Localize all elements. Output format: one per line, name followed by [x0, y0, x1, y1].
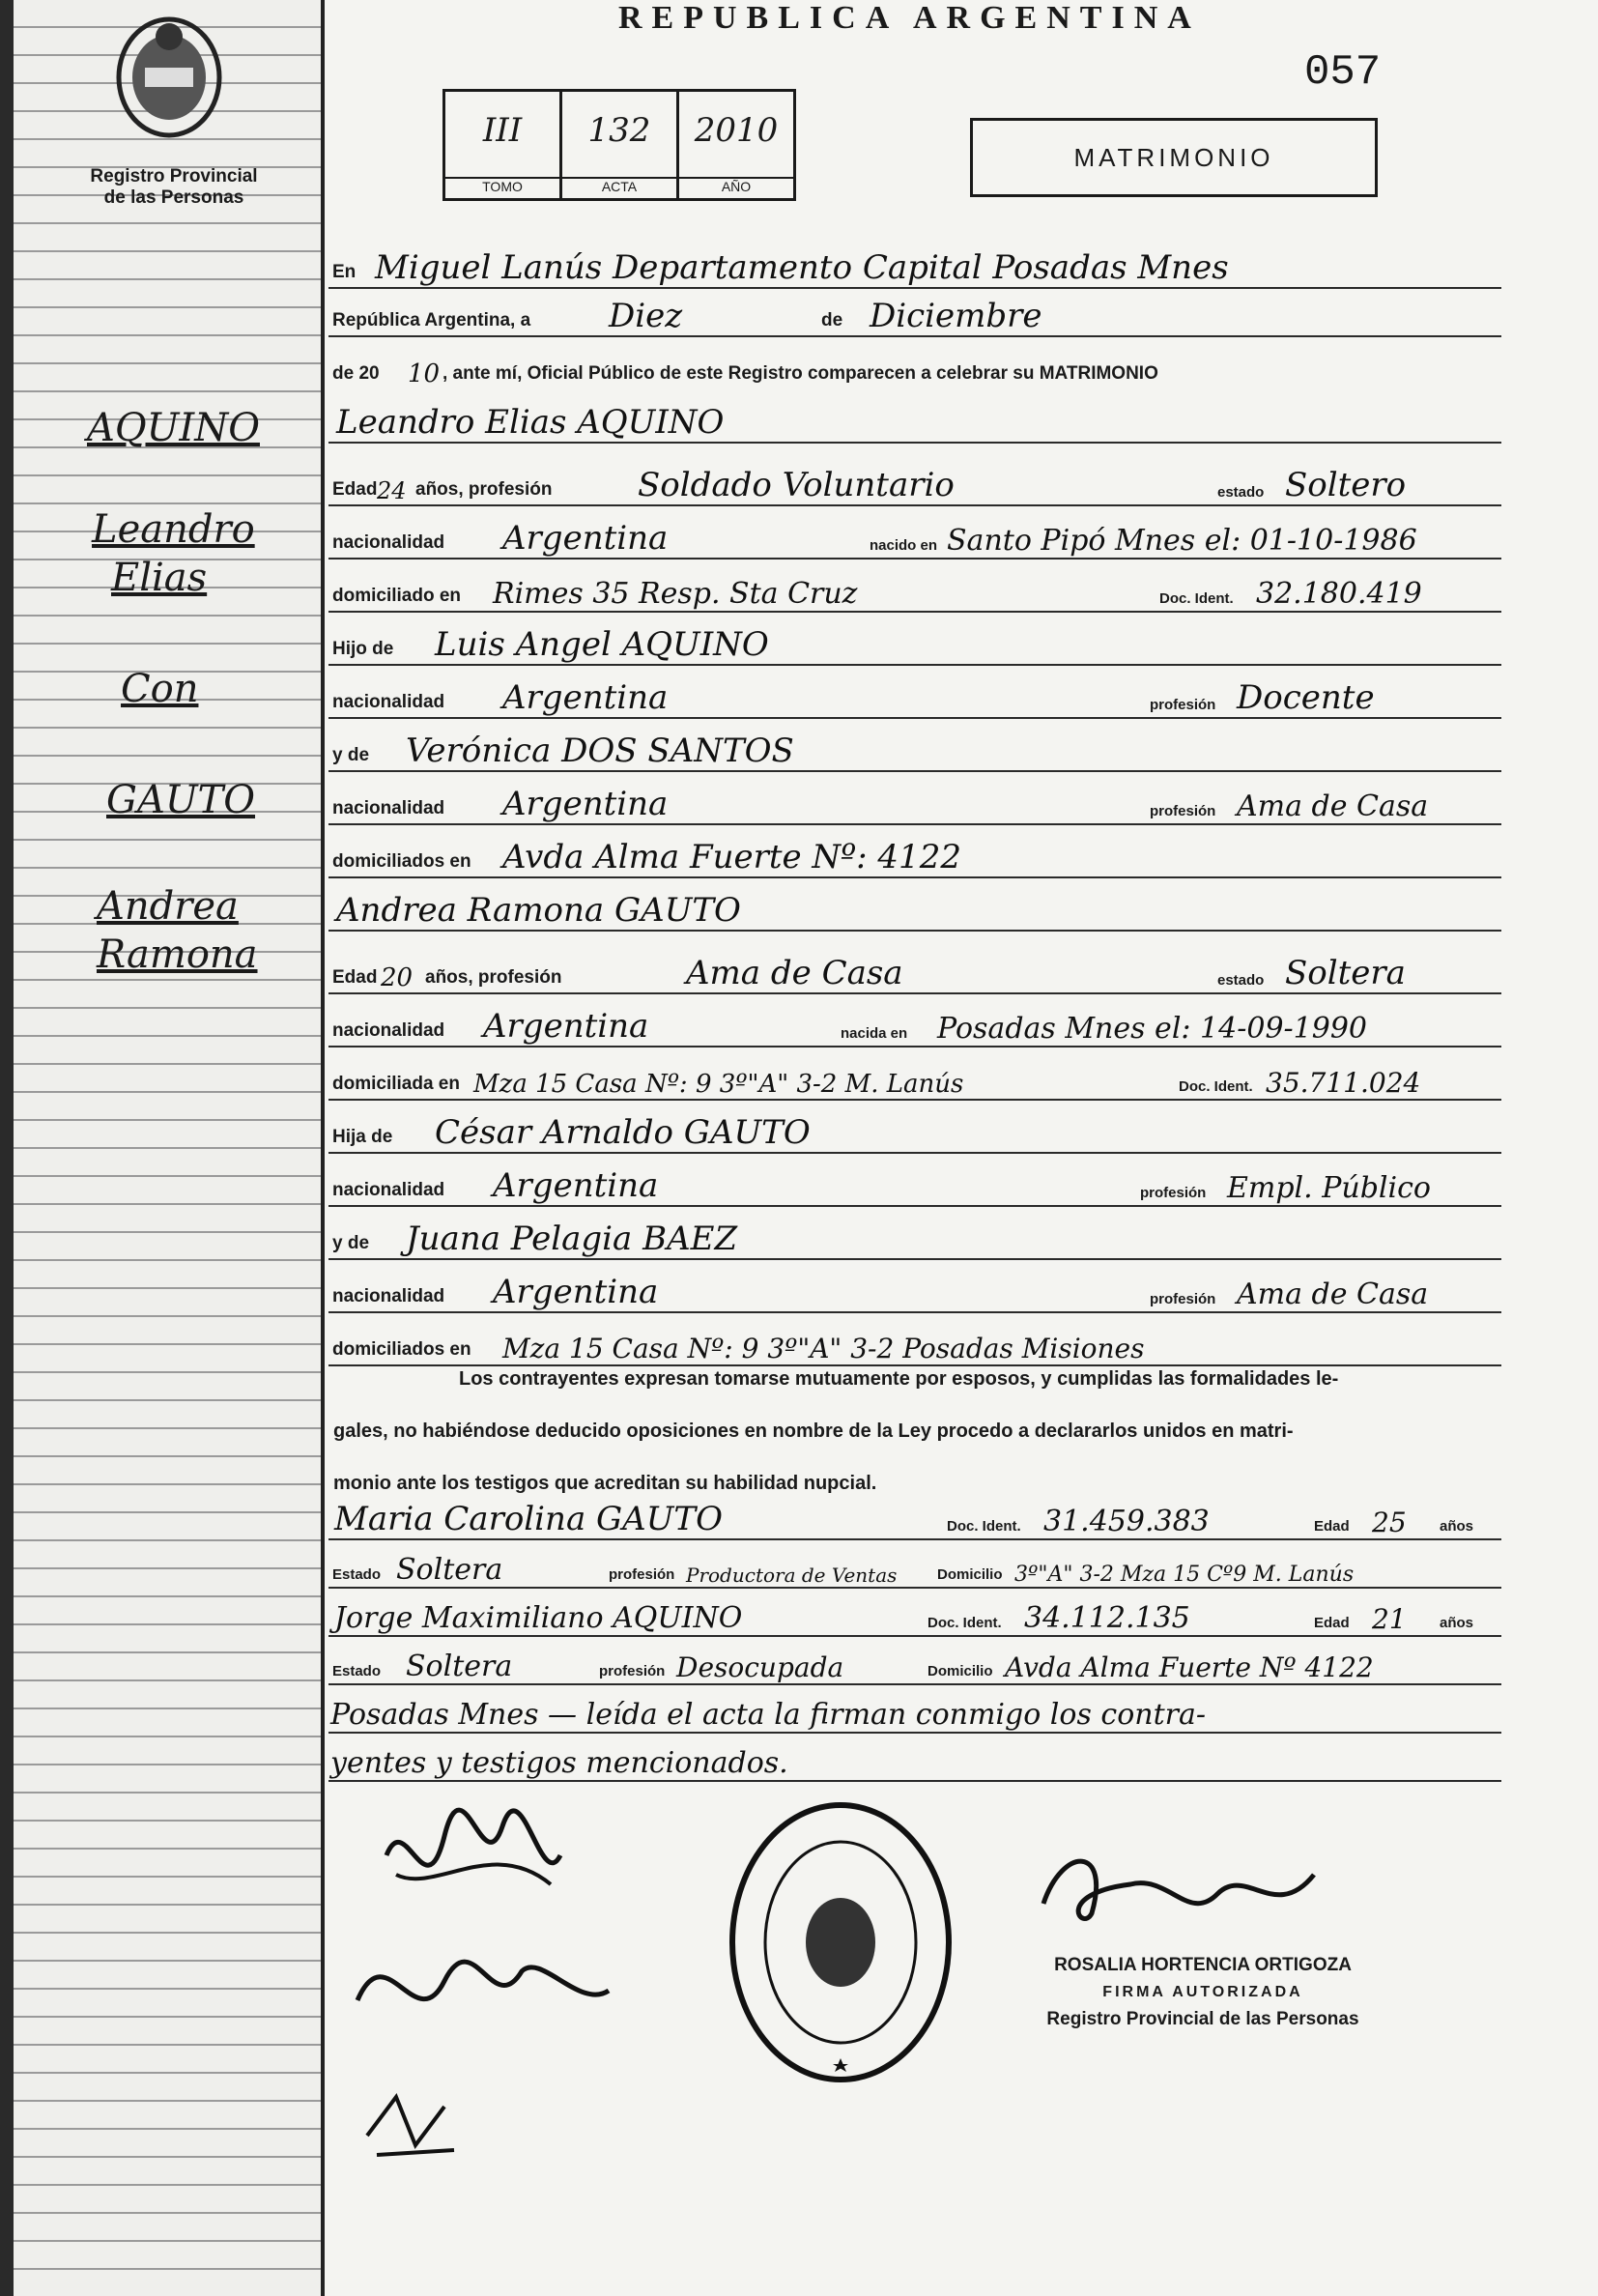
witness2-doc: 34.112.135 — [1024, 1601, 1190, 1635]
groom-status: Soltero — [1285, 466, 1407, 504]
witness1-address: 3º"A" 3-2 Mza 15 Cº9 M. Lanús — [1014, 1563, 1355, 1587]
groom-age: 24 — [377, 477, 407, 504]
label: Estado — [332, 1663, 382, 1679]
bride-address: Mza 15 Casa Nº: 9 3º"A" 3-2 M. Lanús — [473, 1070, 964, 1099]
official-org: Registro Provincial de las Personas — [1046, 2009, 1359, 2029]
label: domiciliados en — [332, 851, 471, 872]
form-line-closing-2 — [328, 1739, 1501, 1782]
label: En — [332, 262, 357, 282]
label: Domicilio — [937, 1566, 1003, 1583]
bride-nationality: Argentina — [483, 1007, 649, 1046]
registry-label — [68, 166, 280, 209]
tomo-cell — [445, 92, 562, 198]
handwritten-month: Diciembre — [870, 297, 1042, 335]
paragraph-line: Los contrayentes expresan tomarse mutuamente por esposos, y cumplidas las formalidades le- — [459, 1368, 1339, 1390]
label: Doc. Ident. — [1159, 590, 1234, 607]
coat-of-arms-icon — [106, 8, 232, 143]
form-line-bride-father — [328, 1111, 1501, 1154]
declaration-paragraph — [333, 1353, 1483, 1509]
form-line-witness2-details — [328, 1643, 1501, 1685]
handwritten-day: Diez — [609, 297, 683, 335]
label: años — [1440, 1518, 1474, 1535]
groom-father-prof: Docente — [1237, 678, 1375, 717]
groom-mother: Verónica DOS SANTOS — [406, 732, 794, 770]
label: de 20 — [332, 363, 380, 384]
groom-doc: 32.180.419 — [1256, 577, 1422, 611]
margin-column — [14, 0, 321, 2296]
official-role: FIRMA AUTORIZADA — [1102, 1984, 1303, 2000]
form-line-groom-mother-nat — [328, 783, 1501, 825]
label: años — [1440, 1615, 1474, 1631]
paragraph-line: gales, no habiéndose deducido oposiciones en nombre de la Ley procedo a declararlos unidos en matri- — [333, 1421, 1294, 1442]
label: Doc. Ident. — [947, 1518, 1021, 1535]
witness2-age: 21 — [1372, 1603, 1407, 1635]
label: estado — [1217, 484, 1265, 501]
form-line-bride-name — [328, 889, 1501, 932]
label: profesión — [1140, 1185, 1207, 1201]
groom-nationality: Argentina — [502, 519, 669, 558]
groom-profession: Soldado Voluntario — [638, 466, 955, 504]
label: profesión — [1150, 803, 1216, 819]
label: nacionalidad — [332, 1180, 445, 1200]
form-line-closing-1 — [328, 1691, 1501, 1734]
margin-note: Con — [121, 667, 199, 711]
handwritten-place: Miguel Lanús Departamento Capital Posadas Mnes — [375, 248, 1229, 287]
label: , ante mí, Oficial Público de este Registro comparecen a celebrar su MATRIMONIO — [442, 363, 1158, 384]
official-stamp-icon — [725, 1797, 956, 2087]
label: Estado — [332, 1566, 382, 1583]
groom-parents-address: Avda Alma Fuerte Nº: 4122 — [502, 838, 961, 876]
form-line-bride-mother — [328, 1218, 1501, 1260]
witness2-name: Jorge Maximiliano AQUINO — [334, 1601, 743, 1635]
label: profesión — [599, 1663, 666, 1679]
label: Edad — [332, 479, 378, 500]
form-line-groom-father-nat — [328, 676, 1501, 719]
label: República Argentina, a — [332, 310, 531, 330]
signature-graphic — [348, 1933, 618, 2039]
form-line-bride-mother-nat — [328, 1271, 1501, 1313]
signature-graphic — [1024, 1836, 1353, 1942]
bride-mother-prof: Ama de Casa — [1237, 1277, 1429, 1311]
bride-name: Andrea Ramona GAUTO — [336, 891, 741, 930]
label: Hijo de — [332, 639, 394, 659]
form-line-bride-nat — [328, 1005, 1501, 1048]
document-number: 057 — [1304, 48, 1382, 97]
anio-label: AÑO — [679, 177, 793, 194]
registry-line-2: de las Personas — [103, 187, 244, 208]
margin-divider — [321, 0, 325, 2296]
label: Hija de — [332, 1127, 393, 1147]
label: y de — [332, 745, 370, 765]
margin-note: Andrea — [97, 884, 239, 929]
witness2-status: Soltera — [406, 1650, 513, 1683]
country-title: REPUBLICA ARGENTINA — [618, 0, 1201, 36]
form-line-groom-mother — [328, 730, 1501, 772]
bride-mother: Juana Pelagia BAEZ — [406, 1220, 738, 1258]
form-line-groom-address — [328, 570, 1501, 613]
tomo-value: III — [482, 111, 523, 150]
acta-cell — [562, 92, 679, 198]
tomo-acta-box — [442, 89, 796, 201]
witness2-profession: Desocupada — [676, 1651, 844, 1683]
label: nacionalidad — [332, 692, 445, 712]
acta-value: 132 — [587, 111, 651, 150]
label: nacionalidad — [332, 1286, 445, 1306]
form-line-groom-name — [328, 401, 1501, 444]
form-line-year — [328, 348, 1501, 388]
signature-graphic — [357, 2078, 473, 2165]
label: Doc. Ident. — [927, 1615, 1002, 1631]
label: y de — [332, 1233, 370, 1253]
form-line-groom-age — [328, 464, 1501, 506]
bride-mother-nat: Argentina — [493, 1273, 659, 1311]
witness2-address: Avda Alma Fuerte Nº 4122 — [1005, 1651, 1374, 1683]
acta-label: ACTA — [562, 177, 676, 194]
label: profesión — [1150, 697, 1216, 713]
closing-line: Posadas Mnes — leída el acta la firman conmigo los contra- — [330, 1698, 1206, 1732]
label: estado — [1217, 972, 1265, 989]
label: nacida en — [841, 1025, 908, 1042]
form-line-groom-nat — [328, 517, 1501, 560]
bride-father-prof: Empl. Público — [1227, 1171, 1431, 1205]
witness1-name: Maria Carolina GAUTO — [334, 1500, 723, 1538]
official-name: ROSALIA HORTENCIA ORTIGOZA — [1054, 1955, 1352, 1975]
witness1-profession: Productora de Ventas — [686, 1564, 898, 1587]
form-line-groom-parents-address — [328, 836, 1501, 878]
groom-name: Leandro Elias AQUINO — [336, 403, 725, 442]
label: Doc. Ident. — [1179, 1078, 1253, 1095]
form-line-witness1 — [328, 1498, 1501, 1540]
margin-note: Elias — [111, 556, 208, 600]
groom-mother-prof: Ama de Casa — [1237, 789, 1429, 823]
form-line-witness1-details — [328, 1546, 1501, 1589]
label: nacionalidad — [332, 532, 445, 553]
handwritten-year: 10 — [408, 359, 441, 388]
witness1-status: Soltera — [396, 1553, 503, 1587]
closing-line: yentes y testigos mencionados. — [330, 1746, 788, 1780]
bride-born: Posadas Mnes el: 14-09-1990 — [937, 1012, 1368, 1046]
bride-parents-address: Mza 15 Casa Nº: 9 3º"A" 3-2 Posadas Misiones — [502, 1333, 1145, 1364]
label: domiciliados en — [332, 1339, 471, 1360]
form-line-bride-address — [328, 1058, 1501, 1101]
form-line-witness2 — [328, 1594, 1501, 1637]
form-line-groom-father — [328, 623, 1501, 666]
bride-father: César Arnaldo GAUTO — [435, 1113, 811, 1152]
signature-graphic — [367, 1797, 580, 1923]
label: profesión — [609, 1566, 675, 1583]
label: Edad — [332, 967, 378, 988]
form-line-bride-father-nat — [328, 1164, 1501, 1207]
bride-profession: Ama de Casa — [686, 954, 903, 992]
margin-note: Leandro — [92, 507, 255, 552]
label: nacido en — [870, 537, 938, 554]
paragraph-line: monio ante los testigos que acreditan su habilidad nupcial. — [333, 1473, 877, 1494]
groom-born: Santo Pipó Mnes el: 01-10-1986 — [947, 524, 1417, 558]
margin-note: GAUTO — [106, 778, 256, 822]
doc-type-box: MATRIMONIO — [970, 118, 1378, 197]
registry-line-1: Registro Provincial — [90, 166, 258, 187]
official-block — [1043, 1952, 1362, 2033]
anio-value: 2010 — [694, 111, 779, 150]
bride-doc: 35.711.024 — [1266, 1067, 1421, 1099]
bride-age: 20 — [381, 963, 414, 992]
form-line-bride-age — [328, 952, 1501, 994]
label: años, profesión — [415, 479, 553, 500]
margin-note: Ramona — [97, 933, 258, 977]
margin-note: AQUINO — [87, 406, 260, 450]
label: nacionalidad — [332, 1020, 445, 1041]
groom-father-nat: Argentina — [502, 678, 669, 717]
witness1-age: 25 — [1372, 1507, 1407, 1538]
bride-status: Soltera — [1285, 954, 1406, 992]
label: Edad — [1314, 1518, 1350, 1535]
bride-father-nat: Argentina — [493, 1166, 659, 1205]
label: Domicilio — [927, 1663, 993, 1679]
form-line-place — [328, 246, 1501, 289]
label: domiciliada en — [332, 1074, 460, 1094]
witness1-doc: 31.459.383 — [1043, 1505, 1210, 1538]
groom-address: Rimes 35 Resp. Sta Cruz — [493, 577, 858, 611]
anio-cell — [679, 92, 793, 198]
label: años, profesión — [425, 967, 562, 988]
label: profesión — [1150, 1291, 1216, 1307]
label: nacionalidad — [332, 798, 445, 818]
tomo-label: TOMO — [445, 177, 559, 194]
form-line-date — [328, 295, 1501, 337]
label: de — [821, 310, 843, 330]
groom-mother-nat: Argentina — [502, 785, 669, 823]
groom-father: Luis Angel AQUINO — [435, 625, 769, 664]
label: domiciliado en — [332, 586, 462, 606]
scan-edge — [0, 0, 14, 2296]
label: Edad — [1314, 1615, 1350, 1631]
